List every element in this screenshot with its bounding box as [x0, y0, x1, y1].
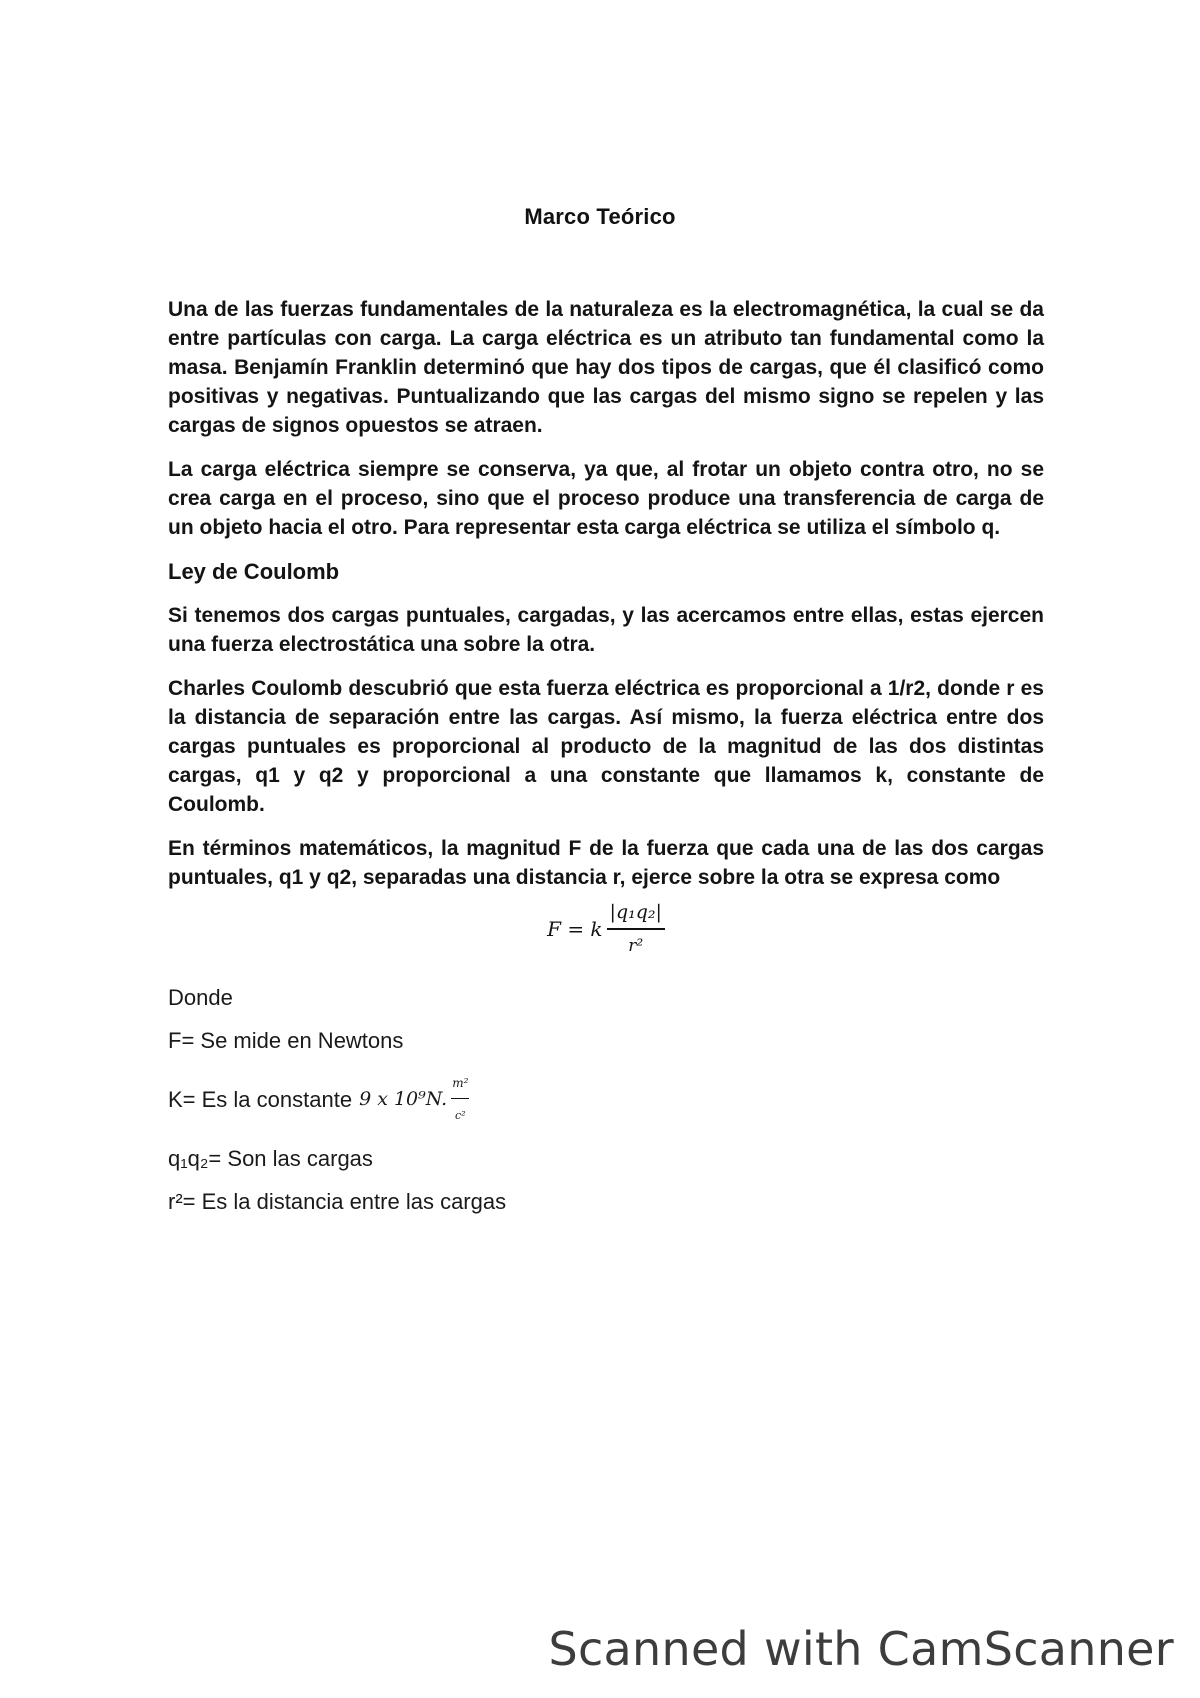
paragraph-point-charges: Si tenemos dos cargas puntuales, cargadas, y las acercamos entre ellas, estas ejercen una fuerza electrostática una sobre la otra.	[168, 604, 1044, 656]
formula-numerator: |q₁q₂|	[607, 898, 665, 930]
section-heading: Ley de Coulomb	[168, 559, 340, 584]
definition-k-unit	[451, 1069, 469, 1130]
coulomb-formula	[168, 898, 1044, 961]
definition-k-value: 9 x 10⁹N.	[359, 1088, 448, 1110]
paragraph-coulomb-discovery: Charles Coulomb descubrió que esta fuerza eléctrica es proporcional a 1/r2, donde r es la distancia de separación entre las cargas. Así mismo, la fuerza eléctrica entre dos cargas puntuales es proporcional al producto de la magnitud de las dos distintas cargas, q1 y q2 y proporcional a una constante que llamamos k, constante de Coulomb.	[168, 677, 1044, 816]
formula-fraction	[607, 898, 665, 961]
scanner-watermark: Scanned with CamScanner	[548, 1622, 1174, 1676]
formula-lhs: F = k	[547, 917, 603, 941]
paragraph-conservation: La carga eléctrica siempre se conserva, ya que, al frotar un objeto contra otro, no se crea carga en el proceso, sino que el proceso produce una transferencia de carga de un objeto hacia el otro. Para representar esta carga eléctrica se utiliza el símbolo q.	[168, 458, 1044, 539]
paragraph-intro: Una de las fuerzas fundamentales de la naturaleza es la electromagnética, la cual se da entre partículas con carga. La carga eléctrica es un atributo tan fundamental como la masa. Benjamín Franklin determinó que hay dos tipos de cargas, que él clasificó como positivas y negativas. Puntualizando que las cargas del mismo signo se repelen y las cargas de signos opuestos se atraen.	[168, 298, 1044, 437]
page-title: Marco Teórico	[524, 204, 676, 229]
document-body	[168, 295, 1044, 1230]
definition-k-label: K= Es la constante	[168, 1087, 353, 1112]
where-label: Donde	[168, 985, 233, 1010]
definition-k	[168, 1069, 1044, 1130]
definition-q: q₁q₂= Son las cargas	[168, 1146, 373, 1171]
paragraph-math-terms: En términos matemáticos, la magnitud F de la fuerza que cada una de las dos cargas puntuales, q1 y q2, separadas una distancia r, ejerce sobre la otra se expresa como	[168, 837, 1044, 889]
definition-k-unit-num: m²	[451, 1069, 469, 1099]
definition-k-unit-den: c²	[455, 1109, 466, 1122]
definition-f: F= Se mide en Newtons	[168, 1028, 404, 1053]
definition-r: r²= Es la distancia entre las cargas	[168, 1189, 507, 1214]
formula-denominator: r²	[628, 936, 644, 956]
